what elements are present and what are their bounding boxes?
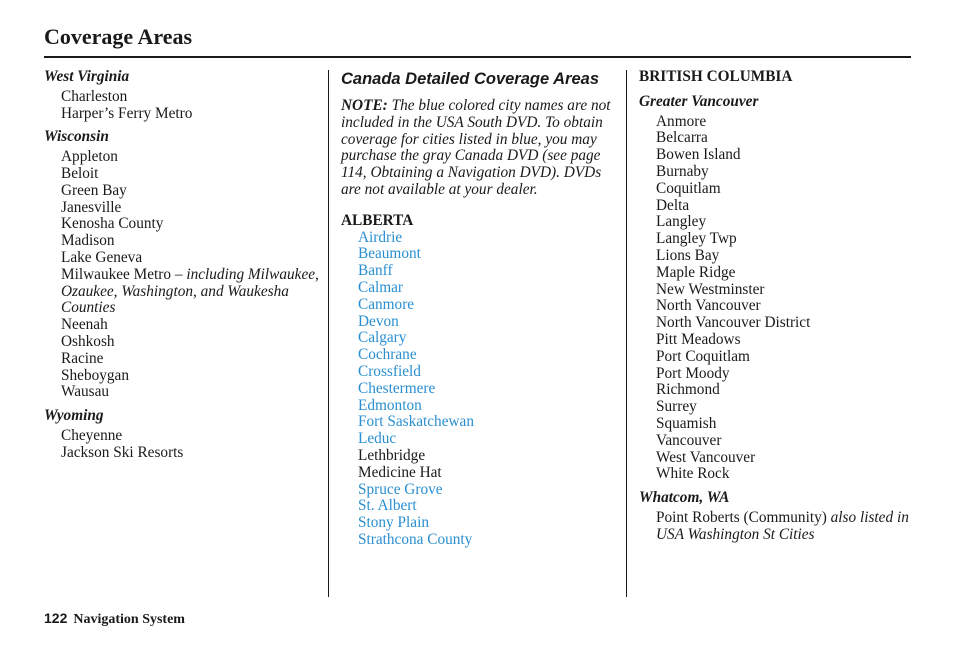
city-item: Fort Saskatchewan: [358, 413, 474, 431]
list-item: Madison: [61, 232, 115, 250]
list-west-virginia: [44, 89, 324, 123]
column-divider-1: [328, 70, 329, 597]
city-item: Airdrie: [358, 228, 403, 246]
city-item: Langley Twp: [656, 230, 737, 248]
city-item: Burnaby: [656, 162, 709, 180]
section-heading-canada: Canada Detailed Coverage Areas: [341, 70, 599, 88]
footer-section-name: Navigation System: [73, 612, 185, 627]
list-item: Beloit: [61, 164, 99, 182]
city-item: Crossfield: [358, 362, 421, 380]
city-item: Lethbridge: [358, 446, 426, 464]
list-item: Oshkosh: [61, 332, 115, 350]
list-wisconsin: [44, 149, 324, 401]
list-item: Harper’s Ferry Metro: [61, 104, 193, 122]
point-roberts-note: also listed in USA Washington St Cities: [656, 508, 909, 543]
section-heading-greater-vancouver: Greater Vancouver: [639, 92, 759, 110]
city-item: St. Albert: [358, 497, 417, 515]
list-item-point-roberts: [656, 510, 929, 544]
list-item: Charleston: [61, 87, 128, 105]
column-2: [341, 69, 616, 549]
city-item: Langley: [656, 213, 707, 231]
list-item: Jackson Ski Resorts: [61, 443, 184, 461]
list-item-milwaukee: [61, 267, 324, 317]
column-1: [44, 69, 324, 462]
city-item: Port Moody: [656, 364, 730, 382]
section-heading-west-virginia: West Virginia: [44, 68, 130, 85]
city-item: Beaumont: [358, 245, 421, 263]
note-text: The blue colored city names are not included in the USA South DVD. To obtain coverage for cities listed in blue, you may purchase the gray Canada DVD (see page 114, Obtaining a Navigation DVD). DVDs are not available at your dealer.: [341, 97, 611, 198]
city-item: Spruce Grove: [358, 480, 443, 498]
column-3: [639, 69, 929, 544]
city-item: West Vancouver: [656, 448, 756, 466]
list-item: Racine: [61, 349, 104, 367]
list-item: Sheboygan: [61, 366, 129, 384]
list-item: Kenosha County: [61, 215, 164, 233]
list-item: Cheyenne: [61, 426, 123, 444]
city-item: North Vancouver District: [656, 314, 811, 332]
section-heading-wyoming: Wyoming: [44, 407, 104, 425]
city-item: Maple Ridge: [656, 263, 736, 281]
milwaukee-name: Milwaukee Metro –: [61, 265, 187, 283]
city-item: Anmore: [656, 112, 707, 130]
point-roberts-name: Point Roberts (Community): [656, 508, 831, 526]
list-wyoming: [44, 428, 324, 462]
city-item: Squamish: [656, 414, 717, 432]
city-item: Surrey: [656, 398, 697, 416]
dvd-note: [341, 98, 616, 199]
section-heading-whatcom: Whatcom, WA: [639, 489, 730, 507]
city-item: New Westminster: [656, 280, 765, 298]
title-rule: [44, 56, 911, 58]
list-item: Wausau: [61, 383, 110, 401]
list-item: Lake Geneva: [61, 248, 143, 266]
city-item: North Vancouver: [656, 297, 761, 315]
city-item: Canmore: [358, 295, 415, 313]
city-item: Port Coquitlam: [656, 347, 750, 365]
city-item: Pitt Meadows: [656, 330, 741, 348]
city-item: White Rock: [656, 465, 730, 483]
list-item: Appleton: [61, 148, 118, 166]
city-item: Devon: [358, 312, 399, 330]
city-item: Chestermere: [358, 379, 436, 397]
city-item: Belcarra: [656, 129, 708, 147]
section-heading-wisconsin: Wisconsin: [44, 128, 109, 146]
city-item: Banff: [358, 262, 393, 280]
list-whatcom: [639, 510, 929, 544]
city-item: Medicine Hat: [358, 463, 442, 481]
city-item: Calmar: [358, 278, 404, 296]
list-item: Green Bay: [61, 181, 127, 199]
province-heading-british-columbia: BRITISH COLUMBIA: [639, 68, 793, 85]
city-item: Lions Bay: [656, 246, 720, 264]
province-heading-alberta: ALBERTA: [341, 211, 414, 229]
list-item: Neenah: [61, 316, 108, 334]
city-item: Richmond: [656, 381, 720, 399]
city-item: Stony Plain: [358, 514, 429, 532]
city-item: Strathcona County: [358, 530, 473, 548]
city-item: Edmonton: [358, 396, 422, 414]
list-item: Janesville: [61, 198, 122, 216]
city-item: Delta: [656, 196, 690, 214]
city-item: Cochrane: [358, 346, 417, 364]
column-divider-2: [626, 70, 627, 597]
note-label: NOTE:: [341, 97, 388, 114]
list-alberta: [341, 230, 616, 549]
city-item: Coquitlam: [656, 179, 721, 197]
city-item: Calgary: [358, 329, 407, 347]
list-greater-vancouver: [639, 114, 929, 484]
page-footer: [44, 610, 185, 628]
page-title: Coverage Areas: [44, 24, 193, 49]
city-item: Leduc: [358, 430, 397, 448]
city-item: Bowen Island: [656, 146, 741, 164]
city-item: Vancouver: [656, 431, 722, 449]
milwaukee-note: including Milwaukee, Ozaukee, Washington, and Waukesha Counties: [61, 265, 319, 317]
page-number: 122: [44, 610, 68, 626]
